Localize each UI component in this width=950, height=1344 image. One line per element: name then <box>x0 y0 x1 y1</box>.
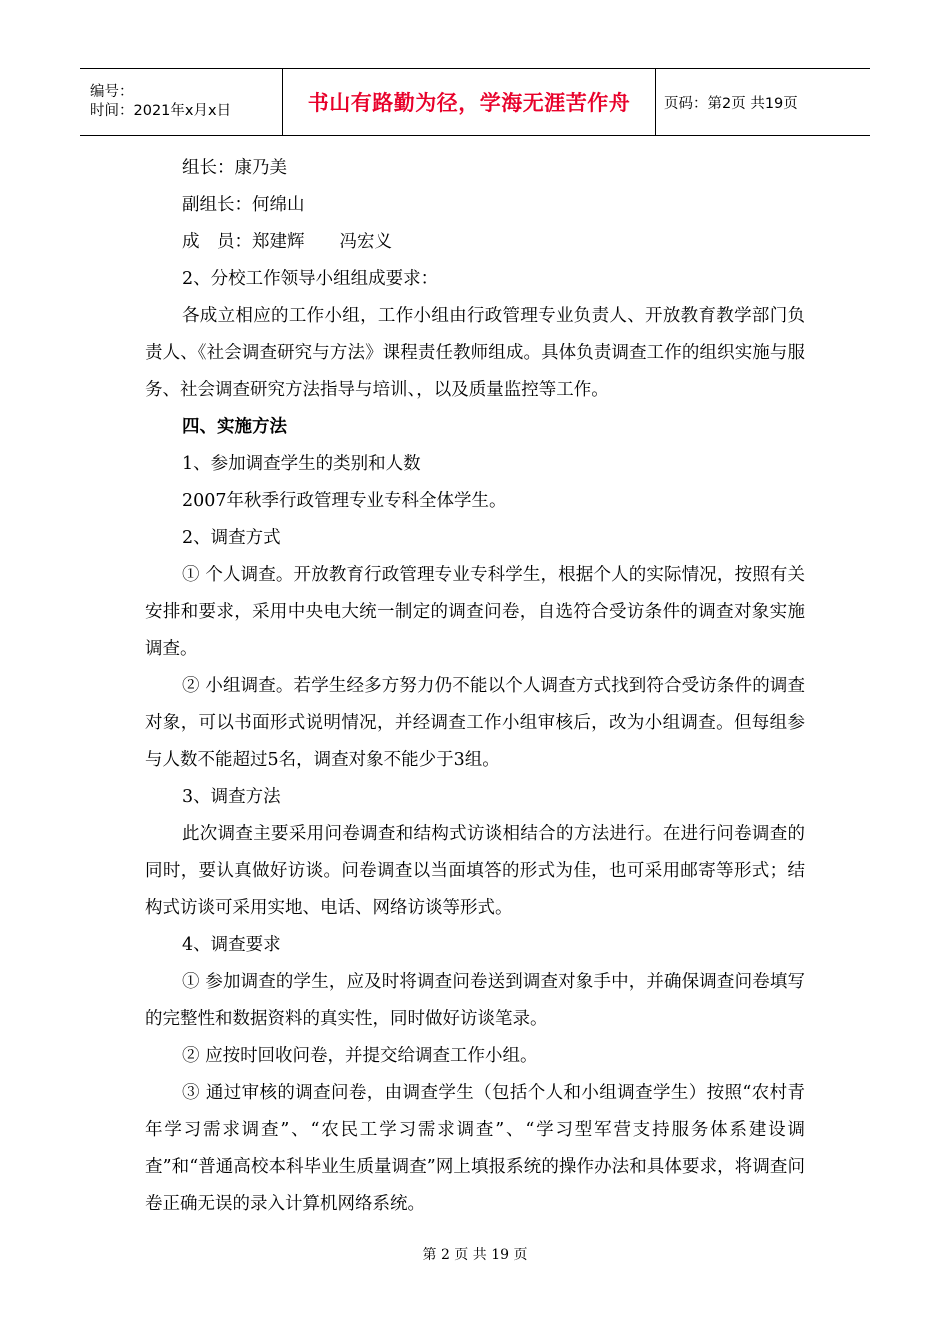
paragraph: 组长：康乃美 <box>182 158 287 178</box>
section-heading: 四、实施方法 <box>182 417 287 437</box>
page-header <box>80 68 870 136</box>
paragraph: ③ 通过审核的调查问卷，由调查学生（包括个人和小组调查学生）按照“农村青年学习需求调查”、“农民工学习需求调查”、“学习型军营支持服务体系建设调查”和“普通高校本科毕业生质量调查”网上填报系统的操作办法和具体要求，将调查问卷正确无误的录入计算机网络系统。 <box>145 1083 805 1214</box>
paragraph: ① 个人调查。开放教育行政管理专业专科学生，根据个人的实际情况，按照有关安排和要求，采用中央电大统一制定的调查问卷，自选符合受访条件的调查对象实施调查。 <box>145 565 805 659</box>
document-body <box>145 150 805 1223</box>
header-motto: 书山有路勤为径，学海无涯苦作舟 <box>307 91 631 115</box>
paragraph: ② 小组调查。若学生经多方努力仍不能以个人调查方式找到符合受访条件的调查对象，可以书面形式说明情况，并经调查工作小组审核后，改为小组调查。但每组参与人数不能超过5名，调查对象不能少于3组。 <box>145 676 805 770</box>
paragraph: 成 员：郑建辉 冯宏义 <box>182 232 392 252</box>
header-motto-cell <box>283 69 656 135</box>
paragraph: 副组长：何绵山 <box>182 195 305 215</box>
paragraph: 2、分校工作领导小组组成要求： <box>182 269 439 289</box>
paragraph: 各成立相应的工作小组，工作小组由行政管理专业负责人、开放教育教学部门负责人、《社会调查研究与方法》课程责任教师组成。具体负责调查工作的组织实施与服务、社会调查研究方法指导与培训、，以及质量监控等工作。 <box>145 306 805 400</box>
paragraph: ① 参加调查的学生，应及时将调查问卷送到调查对象手中，并确保调查问卷填写的完整性和数据资料的真实性，同时做好访谈笔录。 <box>145 972 805 1029</box>
paragraph: 2、调查方式 <box>182 528 281 548</box>
page-footer: 第 2 页 共 19 页 <box>422 1247 528 1263</box>
document-date: 时间：2021年x月x日 <box>90 103 232 119</box>
paragraph: 2007年秋季行政管理专业专科全体学生。 <box>182 491 507 511</box>
document-number: 编号： <box>90 84 134 100</box>
paragraph: ② 应按时回收问卷，并提交给调查工作小组。 <box>182 1046 538 1066</box>
paragraph: 此次调查主要采用问卷调查和结构式访谈相结合的方法进行。在进行问卷调查的同时，要认真做好访谈。问卷调查以当面填答的形式为佳，也可采用邮寄等形式；结构式访谈可采用实地、电话、网络访谈等形式。 <box>145 824 805 918</box>
paragraph: 1、参加调查学生的类别和人数 <box>182 454 421 474</box>
header-page-cell <box>656 69 870 135</box>
paragraph: 4、调查要求 <box>182 935 281 955</box>
header-page-number: 页码：第2页 共19页 <box>664 95 798 112</box>
header-meta <box>80 69 283 135</box>
paragraph: 3、调查方法 <box>182 787 281 807</box>
